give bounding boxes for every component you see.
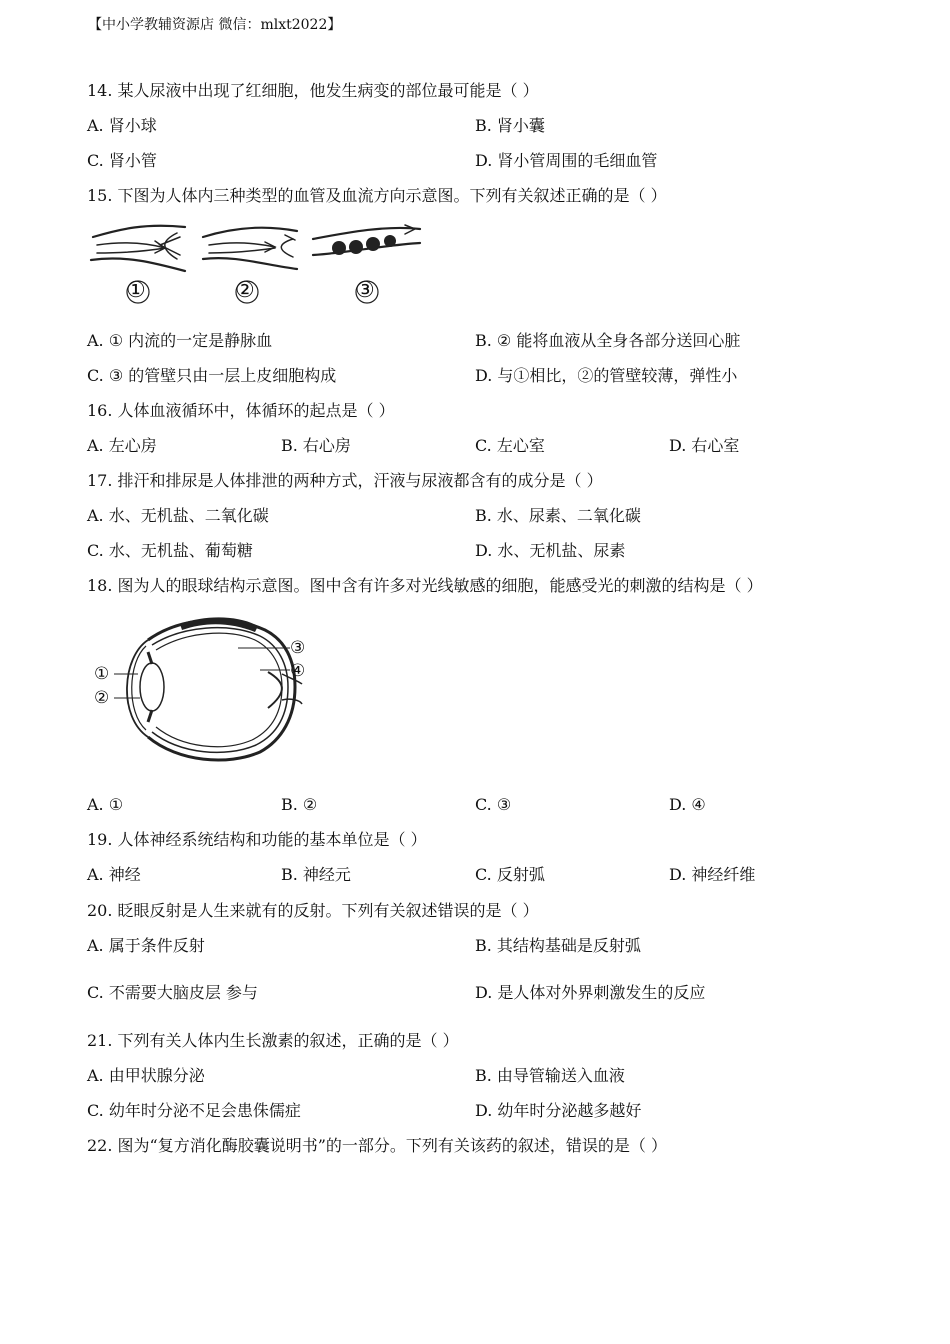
eyeball-figure <box>90 612 315 764</box>
q20-option-b: B. 其结构基础是反射弧 <box>475 936 641 955</box>
q17-option-d: D. 水、无机盐、尿素 <box>475 541 626 560</box>
q21-option-c: C. 幼年时分泌不足会患侏儒症 <box>87 1101 301 1120</box>
q16-option-c: C. 左心室 <box>475 436 545 455</box>
q14-option-b: B. 肾小囊 <box>475 116 545 135</box>
q15-stem: 15. 下图为人体内三种类型的血管及血流方向示意图。下列有关叙述正确的是（ ） <box>87 186 667 205</box>
q16-option-a: A. 左心房 <box>87 436 157 455</box>
q18-option-d: D. ④ <box>669 795 706 814</box>
q21-stem: 21. 下列有关人体内生长激素的叙述，正确的是（ ） <box>87 1031 459 1050</box>
q20-option-a: A. 属于条件反射 <box>87 936 205 955</box>
q15-option-a: A. ① 内流的一定是静脉血 <box>87 331 273 350</box>
q21-option-d: D. 幼年时分泌越多越好 <box>475 1101 642 1120</box>
q19-option-a: A. 神经 <box>87 865 141 884</box>
q22-stem: 22. 图为“复方消化酶胶囊说明书”的一部分。下列有关该药的叙述，错误的是（ ） <box>87 1136 667 1155</box>
q15-option-d: D. 与①相比，②的管壁较薄，弹性小 <box>475 366 738 385</box>
q16-option-d: D. 右心室 <box>669 436 740 455</box>
q18-option-c: C. ③ <box>475 795 512 814</box>
eye-label-2: ② <box>94 688 110 708</box>
q19-option-b: B. 神经元 <box>281 865 351 884</box>
vessel-label-1: ① <box>126 278 146 303</box>
q16-stem: 16. 人体血液循环中，体循环的起点是（ ） <box>87 401 395 420</box>
vessel-label-2: ② <box>235 278 255 303</box>
q19-option-c: C. 反射弧 <box>475 865 545 884</box>
q19-stem: 19. 人体神经系统结构和功能的基本单位是（ ） <box>87 830 427 849</box>
q14-option-d: D. 肾小管周围的毛细血管 <box>475 151 658 170</box>
vessel-label-3: ③ <box>355 278 375 303</box>
q17-option-c: C. 水、无机盐、葡萄糖 <box>87 541 253 560</box>
eye-label-3: ③ <box>290 638 306 658</box>
page-header: 【中小学教辅资源店 微信：mlxt2022】 <box>88 17 342 33</box>
eye-label-1: ① <box>94 664 110 684</box>
q14-option-a: A. 肾小球 <box>87 116 157 135</box>
q14-option-c: C. 肾小管 <box>87 151 157 170</box>
q14-stem: 14. 某人尿液中出现了红细胞，他发生病变的部位最可能是（ ） <box>87 81 539 100</box>
q17-option-b: B. 水、尿素、二氧化碳 <box>475 506 641 525</box>
eye-label-4: ④ <box>290 661 306 681</box>
q20-stem: 20. 眨眼反射是人生来就有的反射。下列有关叙述错误的是（ ） <box>87 901 539 920</box>
q21-option-a: A. 由甲状腺分泌 <box>87 1066 205 1085</box>
q17-stem: 17. 排汗和排尿是人体排泄的两种方式，汗液与尿液都含有的成分是（ ） <box>87 471 603 490</box>
q16-option-b: B. 右心房 <box>281 436 351 455</box>
q18-option-a: A. ① <box>87 795 124 814</box>
q18-stem: 18. 图为人的眼球结构示意图。图中含有许多对光线敏感的细胞，能感受光的刺激的结构是（ ） <box>87 576 763 595</box>
q21-option-b: B. 由导管输送入血液 <box>475 1066 625 1085</box>
q19-option-d: D. 神经纤维 <box>669 865 756 884</box>
q17-option-a: A. 水、无机盐、二氧化碳 <box>87 506 269 525</box>
q15-option-c: C. ③ 的管壁只由一层上皮细胞构成 <box>87 366 337 385</box>
q15-option-b: B. ② 能将血液从全身各部分送回心脏 <box>475 331 741 350</box>
q20-option-c: C. 不需要大脑皮层 参与 <box>87 983 258 1002</box>
q18-option-b: B. ② <box>281 795 318 814</box>
q20-option-d: D. 是人体对外界刺激发生的反应 <box>475 983 706 1002</box>
